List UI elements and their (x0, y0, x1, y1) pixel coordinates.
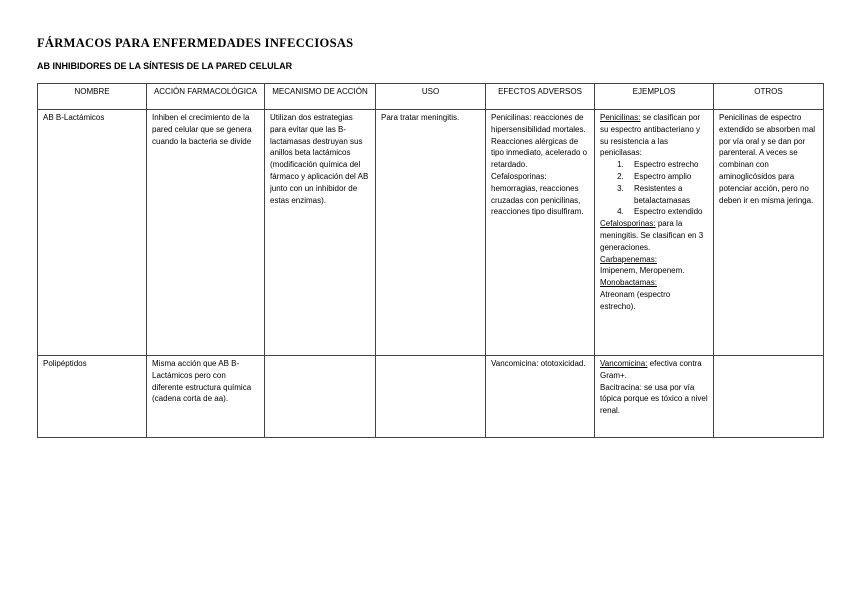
header-otros: OTROS (714, 84, 824, 110)
header-accion: ACCIÓN FARMACOLÓGICA (147, 84, 265, 110)
list-item: 1. Espectro estrecho (626, 159, 708, 171)
cell-otros: Penicilinas de espectro extendido se absorben mal por vía oral y se dan por parenteral. A veces se combinan con aminoglicósidos para potenciar acción, pero no deben ir en misma jeringa. (714, 110, 824, 356)
penicilinas-list (600, 159, 708, 218)
bacitracina-text: Bacitracina: se usa por vía tópica porque es tóxico a nivel renal. (600, 382, 708, 416)
list-item: 3. Resistentes a betalactamasas (626, 183, 708, 207)
cell-accion: Misma acción que AB B-Lactámicos pero con diferente estructura química (cadena corta de aa). (147, 356, 265, 438)
efectos-cefalosporinas: Cefalosporinas: hemorragias, reacciones cruzadas con penicilinas, reacciones tipo disulfiram. (491, 171, 584, 217)
header-ejemplos: EJEMPLOS (595, 84, 714, 110)
cell-mecanismo: Utilizan dos estrategias para evitar que las B-lactamasas destruyan sus anillos beta lactámicos (modificación química del fármaco y aplicación del AB junto con un inhibidor de estas enzimas). (265, 110, 376, 356)
cefalosporinas-text: para la meningitis. Se clasifican en 3 generaciones. (600, 219, 704, 252)
header-mecanismo: MECANISMO DE ACCIÓN (265, 84, 376, 110)
table-header-row (38, 84, 824, 110)
header-nombre: NOMBRE (38, 84, 147, 110)
monobactamas-label: Monobactamas: (600, 278, 657, 288)
cell-ejemplos (595, 110, 714, 356)
cell-efectos (486, 110, 595, 356)
header-efectos: EFECTOS ADVERSOS (486, 84, 595, 110)
cell-accion: Inhiben el crecimiento de la pared celular que se genera cuando la bacteria se divide (147, 110, 265, 356)
vancomicina-text: efectiva contra Gram+. (600, 359, 702, 380)
cell-ejemplos (595, 356, 714, 438)
header-uso: USO (376, 84, 486, 110)
document-title: FÁRMACOS PARA ENFERMEDADES INFECCIOSAS (37, 36, 354, 50)
list-item: 2. Espectro amplio (626, 171, 708, 183)
cell-efectos: Vancomicina: ototoxicidad. (486, 356, 595, 438)
cell-otros (714, 356, 824, 438)
table-row (38, 356, 824, 438)
drug-table (37, 83, 824, 438)
cell-uso: Para tratar meningitis. (376, 110, 486, 356)
cell-mecanismo (265, 356, 376, 438)
penicilinas-text: se clasifican por su espectro antibacteriano y su resistencia a las penicilasas: (600, 113, 701, 158)
cell-uso (376, 356, 486, 438)
table-row (38, 110, 824, 356)
carbapenemas-label: Carbapenemas: (600, 254, 657, 264)
efectos-penicilinas: Penicilinas: reacciones de hipersensibilidad mortales. Reacciones alérgicas de tipo inmediato, acelerado o retardado. (491, 113, 588, 170)
penicilinas-label: Penicilinas: (600, 113, 641, 122)
cefalosporinas-label: Cefalosporinas: (600, 219, 656, 229)
cell-nombre: Polipéptidos (38, 356, 147, 438)
cell-nombre: AB B-Lactámicos (38, 110, 147, 356)
section-subtitle: AB INHIBIDORES DE LA SÍNTESIS DE LA PARED CELULAR (37, 61, 293, 71)
list-item: 4. Espectro extendido (626, 206, 708, 218)
vancomicina-label: Vancomicina: (600, 359, 648, 368)
carbapenemas-text: Imipenem, Meropenem. (600, 266, 685, 276)
monobactamas-text: Atreonam (espectro estrecho). (600, 289, 671, 311)
